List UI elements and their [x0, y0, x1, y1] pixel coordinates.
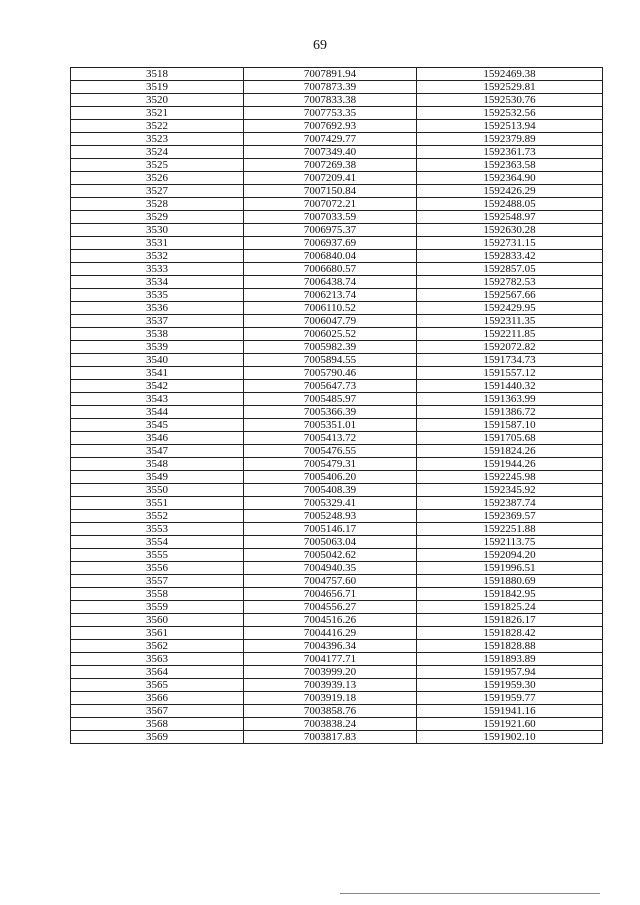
y-coordinate-cell: 1592429.95 [417, 302, 603, 315]
x-coordinate-cell: 7005982.39 [244, 341, 417, 354]
point-number-cell: 3532 [71, 250, 244, 263]
y-coordinate-cell: 1591386.72 [417, 406, 603, 419]
x-coordinate-cell: 7005485.97 [244, 393, 417, 406]
table-row [71, 367, 603, 380]
point-number-cell: 3553 [71, 523, 244, 536]
y-coordinate-cell: 1592361.73 [417, 146, 603, 159]
footer-rule [340, 893, 600, 894]
y-coordinate-cell: 1591828.88 [417, 640, 603, 653]
x-coordinate-cell: 7005329.41 [244, 497, 417, 510]
x-coordinate-cell: 7004940.35 [244, 562, 417, 575]
y-coordinate-cell: 1592364.90 [417, 172, 603, 185]
point-number-cell: 3544 [71, 406, 244, 419]
x-coordinate-cell: 7006213.74 [244, 289, 417, 302]
y-coordinate-cell: 1592857.05 [417, 263, 603, 276]
x-coordinate-cell: 7005647.73 [244, 380, 417, 393]
point-number-cell: 3565 [71, 679, 244, 692]
y-coordinate-cell: 1592630.28 [417, 224, 603, 237]
table-row [71, 250, 603, 263]
y-coordinate-cell: 1591705.68 [417, 432, 603, 445]
x-coordinate-cell: 7004396.34 [244, 640, 417, 653]
y-coordinate-cell: 1591440.32 [417, 380, 603, 393]
y-coordinate-cell: 1592113.75 [417, 536, 603, 549]
point-number-cell: 3527 [71, 185, 244, 198]
table-row [71, 185, 603, 198]
point-number-cell: 3518 [71, 68, 244, 81]
point-number-cell: 3547 [71, 445, 244, 458]
y-coordinate-cell: 1591842.95 [417, 588, 603, 601]
x-coordinate-cell: 7007429.77 [244, 133, 417, 146]
x-coordinate-cell: 7003817.83 [244, 731, 417, 744]
y-coordinate-cell: 1591902.10 [417, 731, 603, 744]
table-row [71, 458, 603, 471]
point-number-cell: 3560 [71, 614, 244, 627]
y-coordinate-cell: 1591944.26 [417, 458, 603, 471]
x-coordinate-cell: 7005351.01 [244, 419, 417, 432]
point-number-cell: 3534 [71, 276, 244, 289]
table-row [71, 523, 603, 536]
point-number-cell: 3536 [71, 302, 244, 315]
table-row [71, 406, 603, 419]
x-coordinate-cell: 7005366.39 [244, 406, 417, 419]
point-number-cell: 3546 [71, 432, 244, 445]
table-row [71, 601, 603, 614]
table-row [71, 94, 603, 107]
x-coordinate-cell: 7006937.69 [244, 237, 417, 250]
y-coordinate-cell: 1592094.20 [417, 549, 603, 562]
x-coordinate-cell: 7007891.94 [244, 68, 417, 81]
x-coordinate-cell: 7007150.84 [244, 185, 417, 198]
point-number-cell: 3562 [71, 640, 244, 653]
table-row [71, 315, 603, 328]
x-coordinate-cell: 7006840.04 [244, 250, 417, 263]
x-coordinate-cell: 7007072.21 [244, 198, 417, 211]
table-row [71, 653, 603, 666]
y-coordinate-cell: 1592488.05 [417, 198, 603, 211]
table-row [71, 497, 603, 510]
point-number-cell: 3568 [71, 718, 244, 731]
x-coordinate-cell: 7007692.93 [244, 120, 417, 133]
x-coordinate-cell: 7006438.74 [244, 276, 417, 289]
x-coordinate-cell: 7005790.46 [244, 367, 417, 380]
x-coordinate-cell: 7007269.38 [244, 159, 417, 172]
x-coordinate-cell: 7005413.72 [244, 432, 417, 445]
y-coordinate-cell: 1591824.26 [417, 445, 603, 458]
y-coordinate-cell: 1592345.92 [417, 484, 603, 497]
x-coordinate-cell: 7003939.13 [244, 679, 417, 692]
point-number-cell: 3548 [71, 458, 244, 471]
table-row [71, 81, 603, 94]
point-number-cell: 3521 [71, 107, 244, 120]
table-row [71, 627, 603, 640]
point-number-cell: 3523 [71, 133, 244, 146]
point-number-cell: 3543 [71, 393, 244, 406]
point-number-cell: 3556 [71, 562, 244, 575]
coordinates-table-body [71, 68, 603, 744]
page-number: 69 [313, 38, 327, 53]
x-coordinate-cell: 7005248.93 [244, 510, 417, 523]
point-number-cell: 3529 [71, 211, 244, 224]
table-row [71, 341, 603, 354]
point-number-cell: 3525 [71, 159, 244, 172]
point-number-cell: 3554 [71, 536, 244, 549]
x-coordinate-cell: 7007209.41 [244, 172, 417, 185]
table-row [71, 536, 603, 549]
y-coordinate-cell: 1591893.89 [417, 653, 603, 666]
y-coordinate-cell: 1591921.60 [417, 718, 603, 731]
y-coordinate-cell: 1591941.16 [417, 705, 603, 718]
point-number-cell: 3522 [71, 120, 244, 133]
x-coordinate-cell: 7006975.37 [244, 224, 417, 237]
point-number-cell: 3569 [71, 731, 244, 744]
y-coordinate-cell: 1592530.76 [417, 94, 603, 107]
point-number-cell: 3528 [71, 198, 244, 211]
point-number-cell: 3531 [71, 237, 244, 250]
y-coordinate-cell: 1592379.89 [417, 133, 603, 146]
point-number-cell: 3524 [71, 146, 244, 159]
x-coordinate-cell: 7003838.24 [244, 718, 417, 731]
table-row [71, 68, 603, 81]
y-coordinate-cell: 1592426.29 [417, 185, 603, 198]
y-coordinate-cell: 1591557.12 [417, 367, 603, 380]
x-coordinate-cell: 7003919.18 [244, 692, 417, 705]
table-row [71, 380, 603, 393]
table-row [71, 224, 603, 237]
point-number-cell: 3520 [71, 94, 244, 107]
table-row [71, 614, 603, 627]
table-row [71, 471, 603, 484]
x-coordinate-cell: 7007873.39 [244, 81, 417, 94]
table-row [71, 354, 603, 367]
table-row [71, 484, 603, 497]
x-coordinate-cell: 7005042.62 [244, 549, 417, 562]
point-number-cell: 3549 [71, 471, 244, 484]
point-number-cell: 3559 [71, 601, 244, 614]
x-coordinate-cell: 7004416.29 [244, 627, 417, 640]
y-coordinate-cell: 1592251.88 [417, 523, 603, 536]
x-coordinate-cell: 7005063.04 [244, 536, 417, 549]
point-number-cell: 3567 [71, 705, 244, 718]
point-number-cell: 3526 [71, 172, 244, 185]
table-row [71, 549, 603, 562]
table-row [71, 133, 603, 146]
x-coordinate-cell: 7007833.38 [244, 94, 417, 107]
x-coordinate-cell: 7003999.20 [244, 666, 417, 679]
table-row [71, 328, 603, 341]
x-coordinate-cell: 7007349.40 [244, 146, 417, 159]
x-coordinate-cell: 7005476.55 [244, 445, 417, 458]
table-row [71, 419, 603, 432]
table-row [71, 237, 603, 250]
y-coordinate-cell: 1591587.10 [417, 419, 603, 432]
y-coordinate-cell: 1592245.98 [417, 471, 603, 484]
table-row [71, 640, 603, 653]
point-number-cell: 3533 [71, 263, 244, 276]
x-coordinate-cell: 7004757.60 [244, 575, 417, 588]
x-coordinate-cell: 7005479.31 [244, 458, 417, 471]
y-coordinate-cell: 1592369.57 [417, 510, 603, 523]
y-coordinate-cell: 1591957.94 [417, 666, 603, 679]
point-number-cell: 3561 [71, 627, 244, 640]
table-row [71, 718, 603, 731]
x-coordinate-cell: 7007753.35 [244, 107, 417, 120]
point-number-cell: 3535 [71, 289, 244, 302]
point-number-cell: 3530 [71, 224, 244, 237]
table-row [71, 445, 603, 458]
y-coordinate-cell: 1592532.56 [417, 107, 603, 120]
x-coordinate-cell: 7006680.57 [244, 263, 417, 276]
table-row [71, 276, 603, 289]
table-row [71, 289, 603, 302]
y-coordinate-cell: 1592072.82 [417, 341, 603, 354]
y-coordinate-cell: 1592731.15 [417, 237, 603, 250]
x-coordinate-cell: 7004556.27 [244, 601, 417, 614]
point-number-cell: 3537 [71, 315, 244, 328]
point-number-cell: 3551 [71, 497, 244, 510]
y-coordinate-cell: 1592782.53 [417, 276, 603, 289]
table-row [71, 393, 603, 406]
point-number-cell: 3538 [71, 328, 244, 341]
y-coordinate-cell: 1591959.77 [417, 692, 603, 705]
table-row [71, 575, 603, 588]
y-coordinate-cell: 1592529.81 [417, 81, 603, 94]
x-coordinate-cell: 7004656.71 [244, 588, 417, 601]
y-coordinate-cell: 1592311.35 [417, 315, 603, 328]
x-coordinate-cell: 7006110.52 [244, 302, 417, 315]
point-number-cell: 3557 [71, 575, 244, 588]
y-coordinate-cell: 1591959.30 [417, 679, 603, 692]
table-row [71, 107, 603, 120]
y-coordinate-cell: 1591363.99 [417, 393, 603, 406]
y-coordinate-cell: 1592548.97 [417, 211, 603, 224]
x-coordinate-cell: 7004516.26 [244, 614, 417, 627]
table-row [71, 731, 603, 744]
table-row [71, 302, 603, 315]
x-coordinate-cell: 7005146.17 [244, 523, 417, 536]
table-row [71, 679, 603, 692]
y-coordinate-cell: 1592513.94 [417, 120, 603, 133]
point-number-cell: 3564 [71, 666, 244, 679]
point-number-cell: 3542 [71, 380, 244, 393]
point-number-cell: 3555 [71, 549, 244, 562]
y-coordinate-cell: 1592567.66 [417, 289, 603, 302]
x-coordinate-cell: 7003858.76 [244, 705, 417, 718]
y-coordinate-cell: 1592469.38 [417, 68, 603, 81]
x-coordinate-cell: 7006025.52 [244, 328, 417, 341]
x-coordinate-cell: 7006047.79 [244, 315, 417, 328]
x-coordinate-cell: 7004177.71 [244, 653, 417, 666]
x-coordinate-cell: 7005408.39 [244, 484, 417, 497]
table-row [71, 172, 603, 185]
point-number-cell: 3545 [71, 419, 244, 432]
x-coordinate-cell: 7005894.55 [244, 354, 417, 367]
table-row [71, 198, 603, 211]
table-row [71, 562, 603, 575]
x-coordinate-cell: 7005406.20 [244, 471, 417, 484]
table-row [71, 510, 603, 523]
point-number-cell: 3550 [71, 484, 244, 497]
table-row [71, 146, 603, 159]
point-number-cell: 3563 [71, 653, 244, 666]
table-row [71, 588, 603, 601]
y-coordinate-cell: 1591734.73 [417, 354, 603, 367]
x-coordinate-cell: 7007033.59 [244, 211, 417, 224]
point-number-cell: 3541 [71, 367, 244, 380]
y-coordinate-cell: 1592363.58 [417, 159, 603, 172]
table-row [71, 120, 603, 133]
table-row [71, 159, 603, 172]
y-coordinate-cell: 1592833.42 [417, 250, 603, 263]
table-row [71, 692, 603, 705]
table-row [71, 211, 603, 224]
table-row [71, 432, 603, 445]
point-number-cell: 3540 [71, 354, 244, 367]
point-number-cell: 3566 [71, 692, 244, 705]
y-coordinate-cell: 1591828.42 [417, 627, 603, 640]
point-number-cell: 3519 [71, 81, 244, 94]
table-row [71, 705, 603, 718]
table-row [71, 666, 603, 679]
y-coordinate-cell: 1591996.51 [417, 562, 603, 575]
point-number-cell: 3552 [71, 510, 244, 523]
table-row [71, 263, 603, 276]
y-coordinate-cell: 1592211.85 [417, 328, 603, 341]
y-coordinate-cell: 1592387.74 [417, 497, 603, 510]
coordinates-table [70, 67, 603, 744]
y-coordinate-cell: 1591880.69 [417, 575, 603, 588]
point-number-cell: 3558 [71, 588, 244, 601]
y-coordinate-cell: 1591825.24 [417, 601, 603, 614]
y-coordinate-cell: 1591826.17 [417, 614, 603, 627]
point-number-cell: 3539 [71, 341, 244, 354]
